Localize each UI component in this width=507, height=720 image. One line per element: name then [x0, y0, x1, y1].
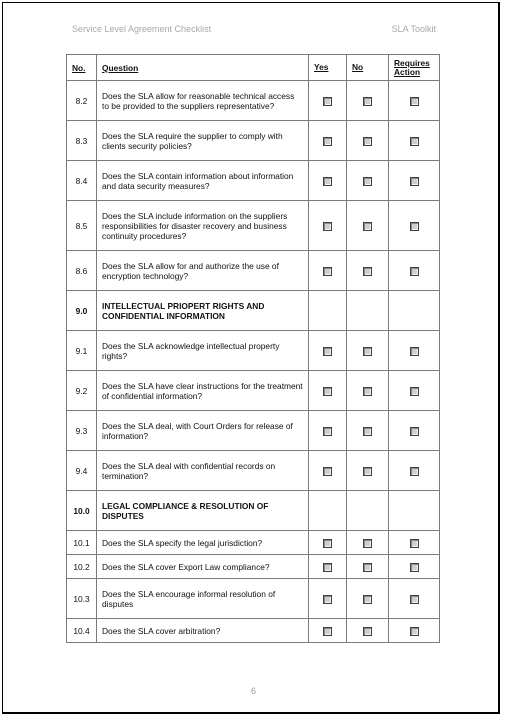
table-header-row — [67, 55, 440, 81]
table-row — [67, 251, 440, 291]
empty-cell — [347, 491, 389, 531]
table-row — [67, 121, 440, 161]
requires-action-checkbox[interactable] — [410, 595, 419, 604]
requires-action-checkbox-cell — [389, 371, 440, 411]
row-number: 8.3 — [67, 121, 97, 161]
page-number: 6 — [250, 686, 256, 696]
header-toolkit-label: SLA Toolkit — [391, 24, 436, 34]
yes-checkbox-cell — [309, 331, 347, 371]
requires-action-checkbox-cell — [389, 81, 440, 121]
row-number: 8.6 — [67, 251, 97, 291]
no-checkbox[interactable] — [363, 97, 372, 106]
yes-checkbox[interactable] — [323, 539, 332, 548]
requires-action-checkbox[interactable] — [410, 627, 419, 636]
requires-action-checkbox-cell — [389, 251, 440, 291]
yes-checkbox-cell — [309, 531, 347, 555]
requires-action-checkbox[interactable] — [410, 467, 419, 476]
yes-checkbox[interactable] — [323, 267, 332, 276]
requires-action-checkbox[interactable] — [410, 539, 419, 548]
column-header-no: No. — [67, 55, 97, 81]
row-question: Does the SLA have clear instructions for the treatment of confidential information? — [97, 371, 309, 411]
header-title: Service Level Agreement Checklist — [72, 24, 212, 34]
no-checkbox[interactable] — [363, 563, 372, 572]
yes-checkbox[interactable] — [323, 222, 332, 231]
no-checkbox[interactable] — [363, 467, 372, 476]
no-checkbox[interactable] — [363, 427, 372, 436]
section-number: 10.0 — [67, 491, 97, 531]
row-number: 8.4 — [67, 161, 97, 201]
yes-checkbox[interactable] — [323, 627, 332, 636]
row-question: Does the SLA deal, with Court Orders for release of information? — [97, 411, 309, 451]
no-checkbox[interactable] — [363, 222, 372, 231]
yes-checkbox[interactable] — [323, 347, 332, 356]
no-checkbox[interactable] — [363, 347, 372, 356]
no-checkbox-cell — [347, 531, 389, 555]
requires-action-checkbox[interactable] — [410, 177, 419, 186]
yes-checkbox-cell — [309, 201, 347, 251]
yes-checkbox[interactable] — [323, 177, 332, 186]
no-checkbox[interactable] — [363, 267, 372, 276]
yes-checkbox-cell — [309, 251, 347, 291]
requires-action-checkbox-cell — [389, 451, 440, 491]
requires-action-checkbox[interactable] — [410, 222, 419, 231]
no-checkbox-cell — [347, 451, 389, 491]
empty-cell — [309, 291, 347, 331]
row-number: 8.2 — [67, 81, 97, 121]
yes-checkbox[interactable] — [323, 563, 332, 572]
row-question: Does the SLA contain information about information and data security measures? — [97, 161, 309, 201]
row-number: 10.3 — [67, 579, 97, 619]
section-row — [67, 491, 440, 531]
row-question: Does the SLA require the supplier to comply with clients security policies? — [97, 121, 309, 161]
column-header-no-answer: No — [347, 55, 389, 81]
row-number: 9.1 — [67, 331, 97, 371]
requires-action-checkbox-cell — [389, 411, 440, 451]
requires-action-checkbox-cell — [389, 531, 440, 555]
row-number: 9.2 — [67, 371, 97, 411]
requires-action-checkbox[interactable] — [410, 137, 419, 146]
empty-cell — [389, 491, 440, 531]
yes-checkbox-cell — [309, 121, 347, 161]
sla-checklist-table — [66, 54, 440, 643]
column-header-question: Question — [97, 55, 309, 81]
row-question: Does the SLA cover Export Law compliance? — [97, 555, 309, 579]
row-question: Does the SLA deal with confidential records on termination? — [97, 451, 309, 491]
table-row — [67, 619, 440, 643]
table-row — [67, 555, 440, 579]
table-row — [67, 81, 440, 121]
yes-checkbox[interactable] — [323, 427, 332, 436]
empty-cell — [389, 291, 440, 331]
yes-checkbox-cell — [309, 579, 347, 619]
no-checkbox-cell — [347, 251, 389, 291]
section-title: INTELLECTUAL PRIOPERT RIGHTS AND CONFIDENTIAL INFORMATION — [97, 291, 309, 331]
row-number: 10.1 — [67, 531, 97, 555]
column-header-yes: Yes — [309, 55, 347, 81]
no-checkbox-cell — [347, 81, 389, 121]
requires-action-checkbox[interactable] — [410, 97, 419, 106]
table-row — [67, 531, 440, 555]
yes-checkbox-cell — [309, 411, 347, 451]
requires-action-checkbox-cell — [389, 579, 440, 619]
no-checkbox[interactable] — [363, 387, 372, 396]
no-checkbox-cell — [347, 579, 389, 619]
no-checkbox-cell — [347, 555, 389, 579]
row-number: 10.4 — [67, 619, 97, 643]
yes-checkbox-cell — [309, 371, 347, 411]
row-question: Does the SLA specify the legal jurisdiction? — [97, 531, 309, 555]
section-number: 9.0 — [67, 291, 97, 331]
column-header-requires-action: Requires Action — [389, 55, 440, 81]
yes-checkbox[interactable] — [323, 467, 332, 476]
yes-checkbox-cell — [309, 81, 347, 121]
no-checkbox-cell — [347, 201, 389, 251]
row-question: Does the SLA include information on the suppliers responsibilities for disaster recovery and business continuity procedures? — [97, 201, 309, 251]
empty-cell — [309, 491, 347, 531]
row-number: 8.5 — [67, 201, 97, 251]
no-checkbox[interactable] — [363, 177, 372, 186]
row-number: 9.4 — [67, 451, 97, 491]
yes-checkbox-cell — [309, 451, 347, 491]
yes-checkbox-cell — [309, 619, 347, 643]
row-question: Does the SLA cover arbitration? — [97, 619, 309, 643]
no-checkbox-cell — [347, 161, 389, 201]
row-number: 9.3 — [67, 411, 97, 451]
row-question: Does the SLA allow for reasonable technical access to be provided to the suppliers representative? — [97, 81, 309, 121]
no-checkbox-cell — [347, 121, 389, 161]
requires-action-checkbox[interactable] — [410, 347, 419, 356]
empty-cell — [347, 291, 389, 331]
yes-checkbox[interactable] — [323, 97, 332, 106]
requires-action-checkbox-cell — [389, 555, 440, 579]
requires-action-checkbox-cell — [389, 121, 440, 161]
yes-checkbox[interactable] — [323, 595, 332, 604]
no-checkbox-cell — [347, 619, 389, 643]
requires-action-checkbox-cell — [389, 201, 440, 251]
table-row — [67, 451, 440, 491]
row-question: Does the SLA acknowledge intellectual property rights? — [97, 331, 309, 371]
table-row — [67, 579, 440, 619]
yes-checkbox[interactable] — [323, 387, 332, 396]
yes-checkbox-cell — [309, 161, 347, 201]
no-checkbox-cell — [347, 331, 389, 371]
table-row — [67, 411, 440, 451]
row-number: 10.2 — [67, 555, 97, 579]
table-row — [67, 161, 440, 201]
table-row — [67, 331, 440, 371]
requires-action-checkbox[interactable] — [410, 427, 419, 436]
no-checkbox-cell — [347, 371, 389, 411]
no-checkbox[interactable] — [363, 627, 372, 636]
row-question: Does the SLA encourage informal resolution of disputes — [97, 579, 309, 619]
section-title: LEGAL COMPLIANCE & RESOLUTION OF DISPUTES — [97, 491, 309, 531]
no-checkbox-cell — [347, 411, 389, 451]
no-checkbox[interactable] — [363, 137, 372, 146]
requires-action-checkbox-cell — [389, 161, 440, 201]
yes-checkbox-cell — [309, 555, 347, 579]
requires-action-checkbox[interactable] — [410, 563, 419, 572]
section-row — [67, 291, 440, 331]
yes-checkbox[interactable] — [323, 137, 332, 146]
no-checkbox[interactable] — [363, 539, 372, 548]
no-checkbox[interactable] — [363, 595, 372, 604]
requires-action-checkbox[interactable] — [410, 267, 419, 276]
table-row — [67, 371, 440, 411]
requires-action-checkbox-cell — [389, 331, 440, 371]
requires-action-checkbox[interactable] — [410, 387, 419, 396]
requires-action-checkbox-cell — [389, 619, 440, 643]
row-question: Does the SLA allow for and authorize the use of encryption technology? — [97, 251, 309, 291]
table-row — [67, 201, 440, 251]
